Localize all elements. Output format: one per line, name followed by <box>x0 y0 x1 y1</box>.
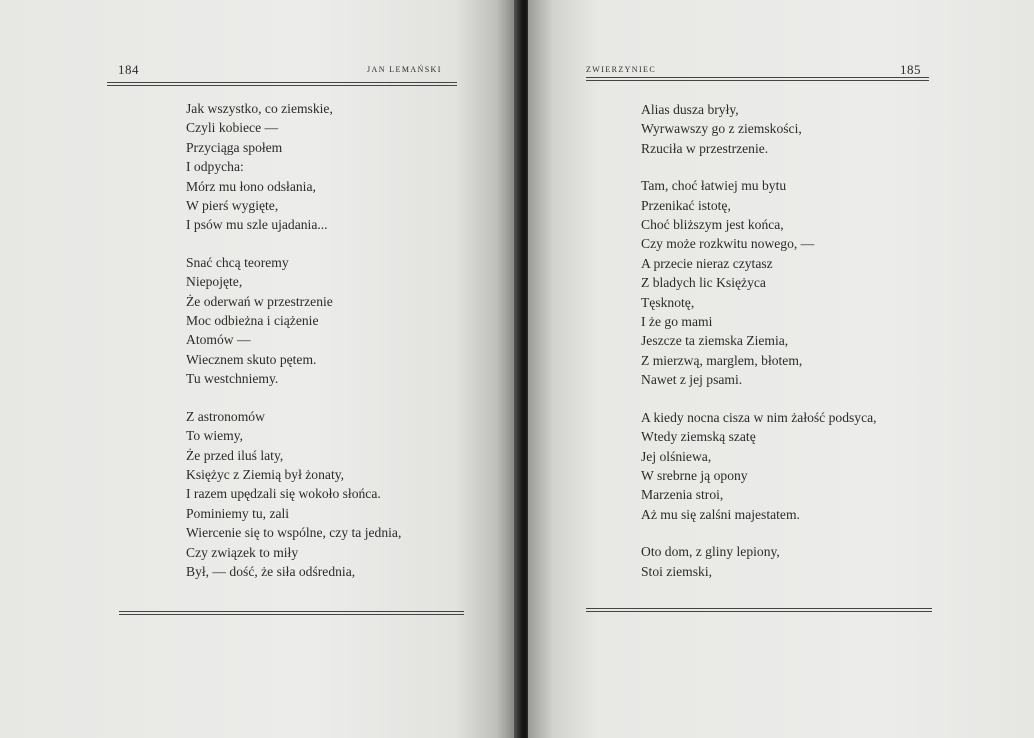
verse-line: Pominiemy tu, zali <box>186 505 290 521</box>
verse-line: Księżyc z Ziemią był żonaty, <box>186 466 345 482</box>
right-page-number: 185 <box>900 62 921 77</box>
verse-line: Stoi ziemski, <box>641 563 712 579</box>
verse-line: I psów mu szle ujadania... <box>186 217 328 233</box>
verse-line: Oto dom, z gliny lepiony, <box>641 544 780 560</box>
left-footer-rule <box>119 611 464 615</box>
verse-line: I że go mami <box>641 314 713 330</box>
verse-line: Marzenia stroi, <box>641 487 724 503</box>
verse-line: Choć bliższym jest końca, <box>641 217 784 233</box>
left-page-header <box>0 62 518 78</box>
verse-line: Że przed iluś laty, <box>186 447 284 463</box>
verse-line: Czy związek to miły <box>186 544 299 560</box>
verse-line: Wyrwawszy go z ziemskości, <box>641 121 802 137</box>
verse-line: Jej olśniewa, <box>641 448 712 464</box>
verse-line: Moc odbieżna i ciążenie <box>186 313 319 329</box>
verse-line: Tęsknotę, <box>641 294 695 310</box>
right-page <box>528 0 1034 738</box>
left-stanza-3 <box>186 407 401 582</box>
verse-line: Rzuciła w przestrzenie. <box>641 140 769 156</box>
verse-line: Aż mu się zalśni majestatem. <box>641 506 800 522</box>
verse-line: Niepojęte, <box>186 274 243 290</box>
verse-line: W pierś wygięte, <box>186 198 279 214</box>
verse-line: Był, — dość, że siła odśrednia, <box>186 563 356 579</box>
verse-line: Nawet z jej psami. <box>641 372 743 388</box>
right-poem-text <box>641 100 877 599</box>
left-stanza-1 <box>186 99 401 235</box>
right-stanza-4 <box>641 542 877 581</box>
verse-line: Wiercenie się to wspólne, czy ta jednia, <box>186 525 402 541</box>
verse-line: Alias dusza bryły, <box>641 102 739 117</box>
verse-line: Jeszcze ta ziemska Ziemia, <box>641 333 789 349</box>
verse-line: W srebrne ją opony <box>641 467 748 483</box>
left-header-rule <box>107 82 457 86</box>
verse-line: Czyli kobiece — <box>186 120 279 136</box>
verse-line: A przecie nieraz czytasz <box>641 255 773 271</box>
verse-line: Czy może rozkwitu nowego, — <box>641 236 815 252</box>
verse-line: Jak wszystko, co ziemskie, <box>186 101 333 116</box>
right-running-title: ZWIERZYNIEC <box>586 65 657 74</box>
verse-line: Z astronomów <box>186 408 265 424</box>
verse-line: Z mierzwą, marglem, błotem, <box>641 352 803 368</box>
verse-line: Mórz mu łono odsłania, <box>186 178 316 194</box>
right-stanza-1 <box>641 100 877 158</box>
verse-line: I razem upędzali się wokoło słońca. <box>186 486 381 502</box>
verse-line: Że oderwań w przestrzenie <box>186 293 333 309</box>
verse-line: To wiemy, <box>186 428 244 444</box>
verse-line: Z bladych lic Księżyca <box>641 275 766 291</box>
verse-line: Przenikać istotę, <box>641 197 731 213</box>
right-page-header <box>528 62 1034 78</box>
verse-line: Tu westchniemy. <box>186 371 279 387</box>
left-page-number: 184 <box>118 62 139 77</box>
left-running-title: JAN LEMAŃSKI <box>367 65 442 74</box>
right-footer-rule <box>586 608 932 612</box>
left-poem-text <box>186 99 401 599</box>
verse-line: I odpycha: <box>186 159 244 175</box>
right-stanza-2 <box>641 176 877 389</box>
verse-line: Tam, choć łatwiej mu bytu <box>641 178 787 194</box>
right-header-rule <box>586 77 929 81</box>
verse-line: Atomów — <box>186 332 251 348</box>
verse-line: Snać chcą teoremy <box>186 254 289 270</box>
left-stanza-2 <box>186 253 401 389</box>
verse-line: Przyciąga społem <box>186 139 283 155</box>
right-stanza-3 <box>641 408 877 524</box>
verse-line: A kiedy nocna cisza w nim żałość podsyca, <box>641 409 877 425</box>
verse-line: Wiecznem skuto pętem. <box>186 351 317 367</box>
verse-line: Wtedy ziemską szatę <box>641 429 756 445</box>
